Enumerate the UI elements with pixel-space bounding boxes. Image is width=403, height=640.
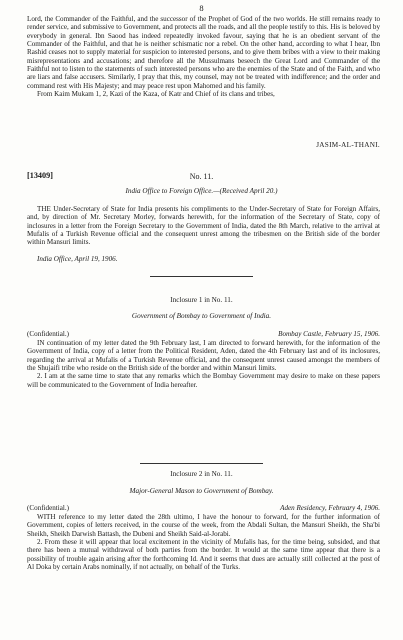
- signature: JASIM-AL-THANI.: [316, 141, 380, 149]
- paragraph: IN continuation of my letter dated the 9th February last, I am directed to forward herewith, for the information of the Government of India, copy of a letter from the Political Resident, Aden, dated the 4th February last and of its inclosures, regarding the arrival at Mufalis of a Turkish Revenue official, and the consequent unrest caused amongst the members of the Shujaifi tribe who reside on the British side of the border and within Mansuri limits.: [27, 339, 380, 373]
- paragraph: Lord, the Commander of the Faithful, and the successor of the Prophet of God of the two worlds. He still remains ready to render service, and submissive to Government, and protects all the roads, and all the people testify to this. His is beloved by everybody in general. Ibn Saood has indeed repeatedly invoked favour, saying that he is an obedient servant of the Commander of the Faithful, and that he is neither schismatic nor a rebel. On the other hand, according to what I hear, Ibn Rashid ceases not to supply material for suspicion to interested persons, and to give them bribes with a view to their making misrepresentations and accusations; and therefore all the Mussulmans beseech the Great Lord and Commander of the Faithful not to listen to the statements of such interested persons who are the enemies of the State and of the Faith, and who are liars and false accusers. Similarly, I pray that this, my counsel, may not be treated with indifference; and the order and command rest with His Majesty; and may peace rest upon Mahomed and his family.: [27, 15, 380, 90]
- divider: [140, 463, 263, 464]
- from-line: From Kaim Mukam 1, 2, Kazi of the Kaza, of Katr and Chief of its clans and tribes,: [37, 90, 275, 99]
- place-date: Bombay Castle, February 15, 1906.: [278, 330, 380, 338]
- no11-dateline: India Office, April 19, 1906.: [37, 255, 118, 263]
- confidential-label: (Confidential.): [27, 504, 69, 512]
- paragraph: WITH reference to my letter dated the 28th ultimo, I have the honour to forward, for the further information of Government, copies of letters received, in the course of the week, from the Abdali Sultan, the Mansuri Sheikh, the Sha'bi Sheikh, Sheikh Darwish Battash, the Dubeni and Sheikh Said-al-Jorabi.: [27, 513, 380, 538]
- top-block: [27, 15, 380, 98]
- place-date: Aden Residency, February 4, 1906.: [280, 504, 380, 512]
- inclosure-body: [27, 513, 380, 571]
- inclosure-heading-row: [27, 504, 380, 512]
- inclosure-title: Inclosure 1 in No. 11.: [170, 296, 233, 304]
- paragraph: 2. I am at the same time to state that any remarks which the Bombay Government may desire to make on these papers will be communicated to the Government of India hereafter.: [27, 372, 380, 389]
- document-header: India Office to Foreign Office.—(Received April 20.): [125, 187, 278, 195]
- inclosure-title: Inclosure 2 in No. 11.: [170, 470, 233, 478]
- confidential-label: (Confidential.): [27, 330, 69, 338]
- inclosure-subtitle: Government of Bombay to Government of India.: [131, 312, 272, 320]
- inclosure-subtitle: Major-General Mason to Government of Bombay.: [129, 487, 274, 495]
- inclosure-heading-row: [27, 330, 380, 338]
- page-number: 8: [199, 3, 204, 13]
- file-id: [13409]: [27, 171, 53, 180]
- document-number: No. 11.: [189, 172, 214, 181]
- inclosure-body: [27, 339, 380, 389]
- paragraph: 2. From these it will appear that local excitement in the vicinity of Mufalis has, for the time being, subsided, and that there has been a mutual withdrawal of both parties from the border. It would at the same time appear that there is a possibility of trouble again arising after the forthcoming Id. And it seems that dues are actually still collected at the post of Al Doka by certain Arabs nominally, if not actually, on behalf of the Turks.: [27, 538, 380, 572]
- no11-paragraph: THE Under-Secretary of State for India presents his compliments to the Under-Secretary of State for Foreign Affairs, and, by direction of Mr. Secretary Morley, forwards herewith, for the information of the Secretary of State, copy of inclosures in a letter from the Foreign Secretary to the Government of India, dated the 8th March, relative to the arrival at Mufalis of a Turkish Revenue official and the consequent unrest among the tribesmen on the British side of the border within Mansuri limits.: [27, 205, 380, 247]
- divider: [150, 276, 253, 277]
